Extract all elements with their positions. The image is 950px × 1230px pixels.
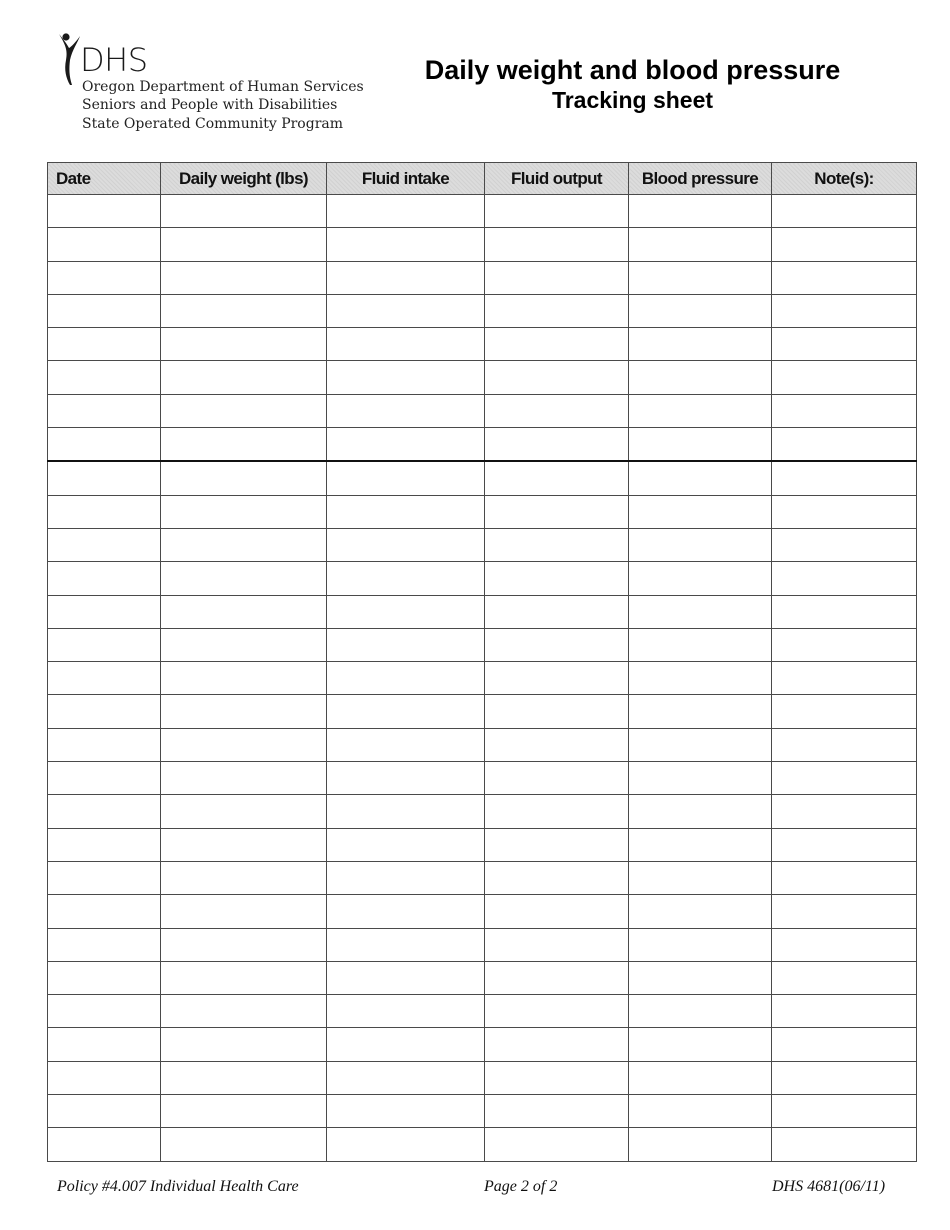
- table-cell-daily-weight[interactable]: [161, 861, 327, 894]
- table-cell-daily-weight[interactable]: [161, 1061, 327, 1094]
- table-cell-notes[interactable]: [772, 662, 917, 695]
- table-cell-notes[interactable]: [772, 995, 917, 1028]
- logo-abbreviation: DHS: [80, 41, 148, 79]
- table-cell-notes[interactable]: [772, 928, 917, 961]
- table-cell-blood-pressure[interactable]: [629, 1028, 772, 1061]
- table-cell-fluid-output[interactable]: [485, 261, 629, 294]
- table-row: [48, 728, 917, 761]
- table-cell-date[interactable]: [48, 428, 161, 462]
- table-cell-blood-pressure[interactable]: [629, 961, 772, 994]
- table-cell-notes[interactable]: [772, 562, 917, 595]
- table-cell-blood-pressure[interactable]: [629, 861, 772, 894]
- table-row: [48, 795, 917, 828]
- table-cell-date[interactable]: [48, 1028, 161, 1061]
- table-cell-date[interactable]: [48, 728, 161, 761]
- table-cell-date[interactable]: [48, 495, 161, 528]
- table-cell-daily-weight[interactable]: [161, 895, 327, 928]
- table-cell-blood-pressure[interactable]: [629, 895, 772, 928]
- table-cell-date[interactable]: [48, 961, 161, 994]
- footer-page-number: Page 2 of 2: [484, 1178, 558, 1195]
- table-cell-fluid-output[interactable]: [485, 595, 629, 628]
- table-row: [48, 1128, 917, 1161]
- table-cell-fluid-intake[interactable]: [327, 361, 485, 394]
- table-cell-blood-pressure[interactable]: [629, 1061, 772, 1094]
- table-cell-fluid-intake[interactable]: [327, 428, 485, 462]
- table-cell-daily-weight[interactable]: [161, 662, 327, 695]
- table-cell-date[interactable]: [48, 261, 161, 294]
- table-cell-daily-weight[interactable]: [161, 562, 327, 595]
- table-cell-daily-weight[interactable]: [161, 495, 327, 528]
- table-cell-fluid-intake[interactable]: [327, 861, 485, 894]
- table-row: [48, 228, 917, 261]
- table-cell-notes[interactable]: [772, 328, 917, 361]
- table-cell-daily-weight[interactable]: [161, 961, 327, 994]
- table-cell-blood-pressure[interactable]: [629, 562, 772, 595]
- table-cell-blood-pressure[interactable]: [629, 1095, 772, 1128]
- table-cell-daily-weight[interactable]: [161, 628, 327, 661]
- table-cell-fluid-intake[interactable]: [327, 795, 485, 828]
- table-cell-daily-weight[interactable]: [161, 695, 327, 728]
- table-cell-fluid-intake[interactable]: [327, 895, 485, 928]
- table-row: [48, 361, 917, 394]
- table-cell-daily-weight[interactable]: [161, 261, 327, 294]
- table-cell-notes[interactable]: [772, 261, 917, 294]
- table-cell-fluid-intake[interactable]: [327, 1095, 485, 1128]
- table-cell-notes[interactable]: [772, 495, 917, 528]
- column-header-fluid-intake: Fluid intake: [327, 163, 485, 195]
- table-cell-date[interactable]: [48, 895, 161, 928]
- table-cell-notes[interactable]: [772, 1128, 917, 1161]
- table-cell-date[interactable]: [48, 695, 161, 728]
- table-cell-fluid-intake[interactable]: [327, 195, 485, 228]
- table-cell-fluid-intake[interactable]: [327, 294, 485, 327]
- table-cell-fluid-output[interactable]: [485, 662, 629, 695]
- table-cell-fluid-output[interactable]: [485, 728, 629, 761]
- table-cell-fluid-output[interactable]: [485, 328, 629, 361]
- logo-line-department: Oregon Department of Human Services: [82, 79, 364, 95]
- table-row: [48, 1095, 917, 1128]
- table-cell-fluid-output[interactable]: [485, 861, 629, 894]
- table-row: [48, 762, 917, 795]
- table-cell-fluid-output[interactable]: [485, 1095, 629, 1128]
- table-cell-notes[interactable]: [772, 361, 917, 394]
- table-cell-fluid-output[interactable]: [485, 228, 629, 261]
- table-cell-date[interactable]: [48, 562, 161, 595]
- table-row: [48, 595, 917, 628]
- table-cell-daily-weight[interactable]: [161, 294, 327, 327]
- table-cell-fluid-output[interactable]: [485, 928, 629, 961]
- table-cell-notes[interactable]: [772, 1061, 917, 1094]
- table-cell-date[interactable]: [48, 328, 161, 361]
- table-cell-fluid-intake[interactable]: [327, 528, 485, 561]
- table-cell-fluid-output[interactable]: [485, 428, 629, 462]
- table-cell-date[interactable]: [48, 861, 161, 894]
- table-cell-fluid-output[interactable]: [485, 795, 629, 828]
- table-cell-daily-weight[interactable]: [161, 595, 327, 628]
- table-cell-fluid-intake[interactable]: [327, 328, 485, 361]
- table-cell-notes[interactable]: [772, 428, 917, 462]
- table-cell-blood-pressure[interactable]: [629, 195, 772, 228]
- table-cell-notes[interactable]: [772, 1028, 917, 1061]
- table-cell-date[interactable]: [48, 294, 161, 327]
- table-cell-fluid-output[interactable]: [485, 461, 629, 495]
- table-cell-notes[interactable]: [772, 895, 917, 928]
- table-cell-blood-pressure[interactable]: [629, 795, 772, 828]
- table-cell-date[interactable]: [48, 795, 161, 828]
- table-row: [48, 828, 917, 861]
- table-cell-daily-weight[interactable]: [161, 995, 327, 1028]
- table-cell-date[interactable]: [48, 995, 161, 1028]
- table-cell-date[interactable]: [48, 461, 161, 495]
- column-header-date: Date: [48, 163, 161, 195]
- table-cell-daily-weight[interactable]: [161, 828, 327, 861]
- table-cell-fluid-intake[interactable]: [327, 595, 485, 628]
- table-cell-notes[interactable]: [772, 695, 917, 728]
- table-cell-fluid-intake[interactable]: [327, 1028, 485, 1061]
- table-cell-fluid-output[interactable]: [485, 628, 629, 661]
- table-row: [48, 294, 917, 327]
- table-cell-fluid-intake[interactable]: [327, 461, 485, 495]
- table-cell-date[interactable]: [48, 394, 161, 427]
- table-row: [48, 562, 917, 595]
- table-cell-fluid-intake[interactable]: [327, 261, 485, 294]
- table-cell-blood-pressure[interactable]: [629, 628, 772, 661]
- table-row: [48, 428, 917, 462]
- table-cell-daily-weight[interactable]: [161, 795, 327, 828]
- table-cell-fluid-intake[interactable]: [327, 1128, 485, 1161]
- table-row: [48, 1061, 917, 1094]
- column-header-blood-pressure: Blood pressure: [629, 163, 772, 195]
- logo-line-division: Seniors and People with Disabilities: [82, 97, 338, 113]
- table-cell-blood-pressure[interactable]: [629, 328, 772, 361]
- table-cell-fluid-intake[interactable]: [327, 828, 485, 861]
- table-row: [48, 261, 917, 294]
- table-cell-fluid-output[interactable]: [485, 762, 629, 795]
- table-cell-date[interactable]: [48, 1095, 161, 1128]
- table-cell-date[interactable]: [48, 1128, 161, 1161]
- table-cell-fluid-output[interactable]: [485, 695, 629, 728]
- table-cell-notes[interactable]: [772, 394, 917, 427]
- column-header-notes: Note(s):: [772, 163, 917, 195]
- table-cell-fluid-output[interactable]: [485, 961, 629, 994]
- table-cell-daily-weight[interactable]: [161, 461, 327, 495]
- table-cell-date[interactable]: [48, 628, 161, 661]
- table-row: [48, 995, 917, 1028]
- table-row: [48, 1028, 917, 1061]
- table-cell-notes[interactable]: [772, 294, 917, 327]
- table-row: [48, 662, 917, 695]
- table-cell-date[interactable]: [48, 361, 161, 394]
- tracking-table-body: [48, 195, 917, 1162]
- table-cell-fluid-output[interactable]: [485, 528, 629, 561]
- table-cell-blood-pressure[interactable]: [629, 394, 772, 427]
- table-cell-notes[interactable]: [772, 1095, 917, 1128]
- table-cell-notes[interactable]: [772, 461, 917, 495]
- column-header-daily-weight: Daily weight (lbs): [161, 163, 327, 195]
- table-cell-blood-pressure[interactable]: [629, 995, 772, 1028]
- table-cell-notes[interactable]: [772, 762, 917, 795]
- table-cell-fluid-intake[interactable]: [327, 495, 485, 528]
- table-cell-fluid-intake[interactable]: [327, 394, 485, 427]
- table-cell-date[interactable]: [48, 662, 161, 695]
- table-cell-fluid-output[interactable]: [485, 995, 629, 1028]
- tracking-table: [47, 162, 917, 1162]
- table-cell-notes[interactable]: [772, 228, 917, 261]
- table-cell-fluid-output[interactable]: [485, 195, 629, 228]
- table-cell-blood-pressure[interactable]: [629, 662, 772, 695]
- table-cell-daily-weight[interactable]: [161, 928, 327, 961]
- table-cell-notes[interactable]: [772, 861, 917, 894]
- table-row: [48, 628, 917, 661]
- table-cell-daily-weight[interactable]: [161, 1128, 327, 1161]
- table-cell-notes[interactable]: [772, 628, 917, 661]
- human-figure-icon: [56, 32, 82, 86]
- table-row: [48, 928, 917, 961]
- table-cell-daily-weight[interactable]: [161, 361, 327, 394]
- table-cell-fluid-intake[interactable]: [327, 961, 485, 994]
- table-cell-fluid-output[interactable]: [485, 1028, 629, 1061]
- table-cell-blood-pressure[interactable]: [629, 762, 772, 795]
- table-cell-blood-pressure[interactable]: [629, 728, 772, 761]
- table-row: [48, 861, 917, 894]
- table-cell-fluid-intake[interactable]: [327, 762, 485, 795]
- table-cell-blood-pressure[interactable]: [629, 461, 772, 495]
- footer-policy: Policy #4.007 Individual Health Care: [57, 1178, 299, 1195]
- logo-line-program: State Operated Community Program: [82, 116, 344, 132]
- table-cell-date[interactable]: [48, 528, 161, 561]
- table-cell-fluid-output[interactable]: [485, 1061, 629, 1094]
- table-cell-fluid-intake[interactable]: [327, 562, 485, 595]
- table-row: [48, 461, 917, 495]
- table-cell-fluid-output[interactable]: [485, 394, 629, 427]
- table-cell-fluid-output[interactable]: [485, 562, 629, 595]
- table-row: [48, 328, 917, 361]
- table-cell-date[interactable]: [48, 228, 161, 261]
- table-cell-blood-pressure[interactable]: [629, 695, 772, 728]
- table-cell-fluid-intake[interactable]: [327, 695, 485, 728]
- table-row: [48, 961, 917, 994]
- table-cell-notes[interactable]: [772, 195, 917, 228]
- table-row: [48, 695, 917, 728]
- table-cell-daily-weight[interactable]: [161, 528, 327, 561]
- table-cell-fluid-output[interactable]: [485, 294, 629, 327]
- table-cell-fluid-output[interactable]: [485, 495, 629, 528]
- table-cell-blood-pressure[interactable]: [629, 228, 772, 261]
- table-cell-daily-weight[interactable]: [161, 228, 327, 261]
- table-cell-blood-pressure[interactable]: [629, 928, 772, 961]
- table-cell-blood-pressure[interactable]: [629, 261, 772, 294]
- table-row: [48, 895, 917, 928]
- table-cell-date[interactable]: [48, 928, 161, 961]
- table-cell-notes[interactable]: [772, 961, 917, 994]
- table-header-row: [48, 163, 917, 195]
- table-cell-notes[interactable]: [772, 528, 917, 561]
- table-cell-blood-pressure[interactable]: [629, 361, 772, 394]
- table-cell-date[interactable]: [48, 1061, 161, 1094]
- table-row: [48, 528, 917, 561]
- table-cell-blood-pressure[interactable]: [629, 528, 772, 561]
- table-cell-date[interactable]: [48, 595, 161, 628]
- table-cell-date[interactable]: [48, 828, 161, 861]
- table-cell-fluid-output[interactable]: [485, 1128, 629, 1161]
- table-cell-daily-weight[interactable]: [161, 1028, 327, 1061]
- footer-form-number: DHS 4681(06/11): [772, 1178, 886, 1195]
- table-cell-daily-weight[interactable]: [161, 195, 327, 228]
- table-cell-daily-weight[interactable]: [161, 328, 327, 361]
- table-cell-fluid-intake[interactable]: [327, 728, 485, 761]
- table-row: [48, 495, 917, 528]
- table-cell-date[interactable]: [48, 762, 161, 795]
- table-cell-notes[interactable]: [772, 595, 917, 628]
- table-cell-fluid-intake[interactable]: [327, 662, 485, 695]
- column-header-fluid-output: Fluid output: [485, 163, 629, 195]
- table-cell-daily-weight[interactable]: [161, 428, 327, 462]
- table-cell-daily-weight[interactable]: [161, 1095, 327, 1128]
- table-cell-fluid-output[interactable]: [485, 361, 629, 394]
- table-row: [48, 394, 917, 427]
- table-cell-fluid-output[interactable]: [485, 828, 629, 861]
- table-cell-notes[interactable]: [772, 728, 917, 761]
- page-title: Daily weight and blood pressure: [424, 55, 841, 85]
- table-cell-blood-pressure[interactable]: [629, 595, 772, 628]
- table-row: [48, 195, 917, 228]
- table-cell-blood-pressure[interactable]: [629, 294, 772, 327]
- table-cell-fluid-intake[interactable]: [327, 628, 485, 661]
- table-cell-daily-weight[interactable]: [161, 762, 327, 795]
- table-cell-daily-weight[interactable]: [161, 728, 327, 761]
- table-cell-fluid-intake[interactable]: [327, 928, 485, 961]
- table-cell-blood-pressure[interactable]: [629, 428, 772, 462]
- table-cell-notes[interactable]: [772, 828, 917, 861]
- dhs-logo: [56, 30, 364, 140]
- table-cell-blood-pressure[interactable]: [629, 495, 772, 528]
- table-cell-fluid-output[interactable]: [485, 895, 629, 928]
- table-cell-blood-pressure[interactable]: [629, 828, 772, 861]
- page-subtitle: Tracking sheet: [551, 87, 714, 113]
- table-cell-daily-weight[interactable]: [161, 394, 327, 427]
- table-cell-blood-pressure[interactable]: [629, 1128, 772, 1161]
- table-cell-fluid-intake[interactable]: [327, 995, 485, 1028]
- table-cell-fluid-intake[interactable]: [327, 1061, 485, 1094]
- table-cell-fluid-intake[interactable]: [327, 228, 485, 261]
- table-cell-notes[interactable]: [772, 795, 917, 828]
- table-cell-date[interactable]: [48, 195, 161, 228]
